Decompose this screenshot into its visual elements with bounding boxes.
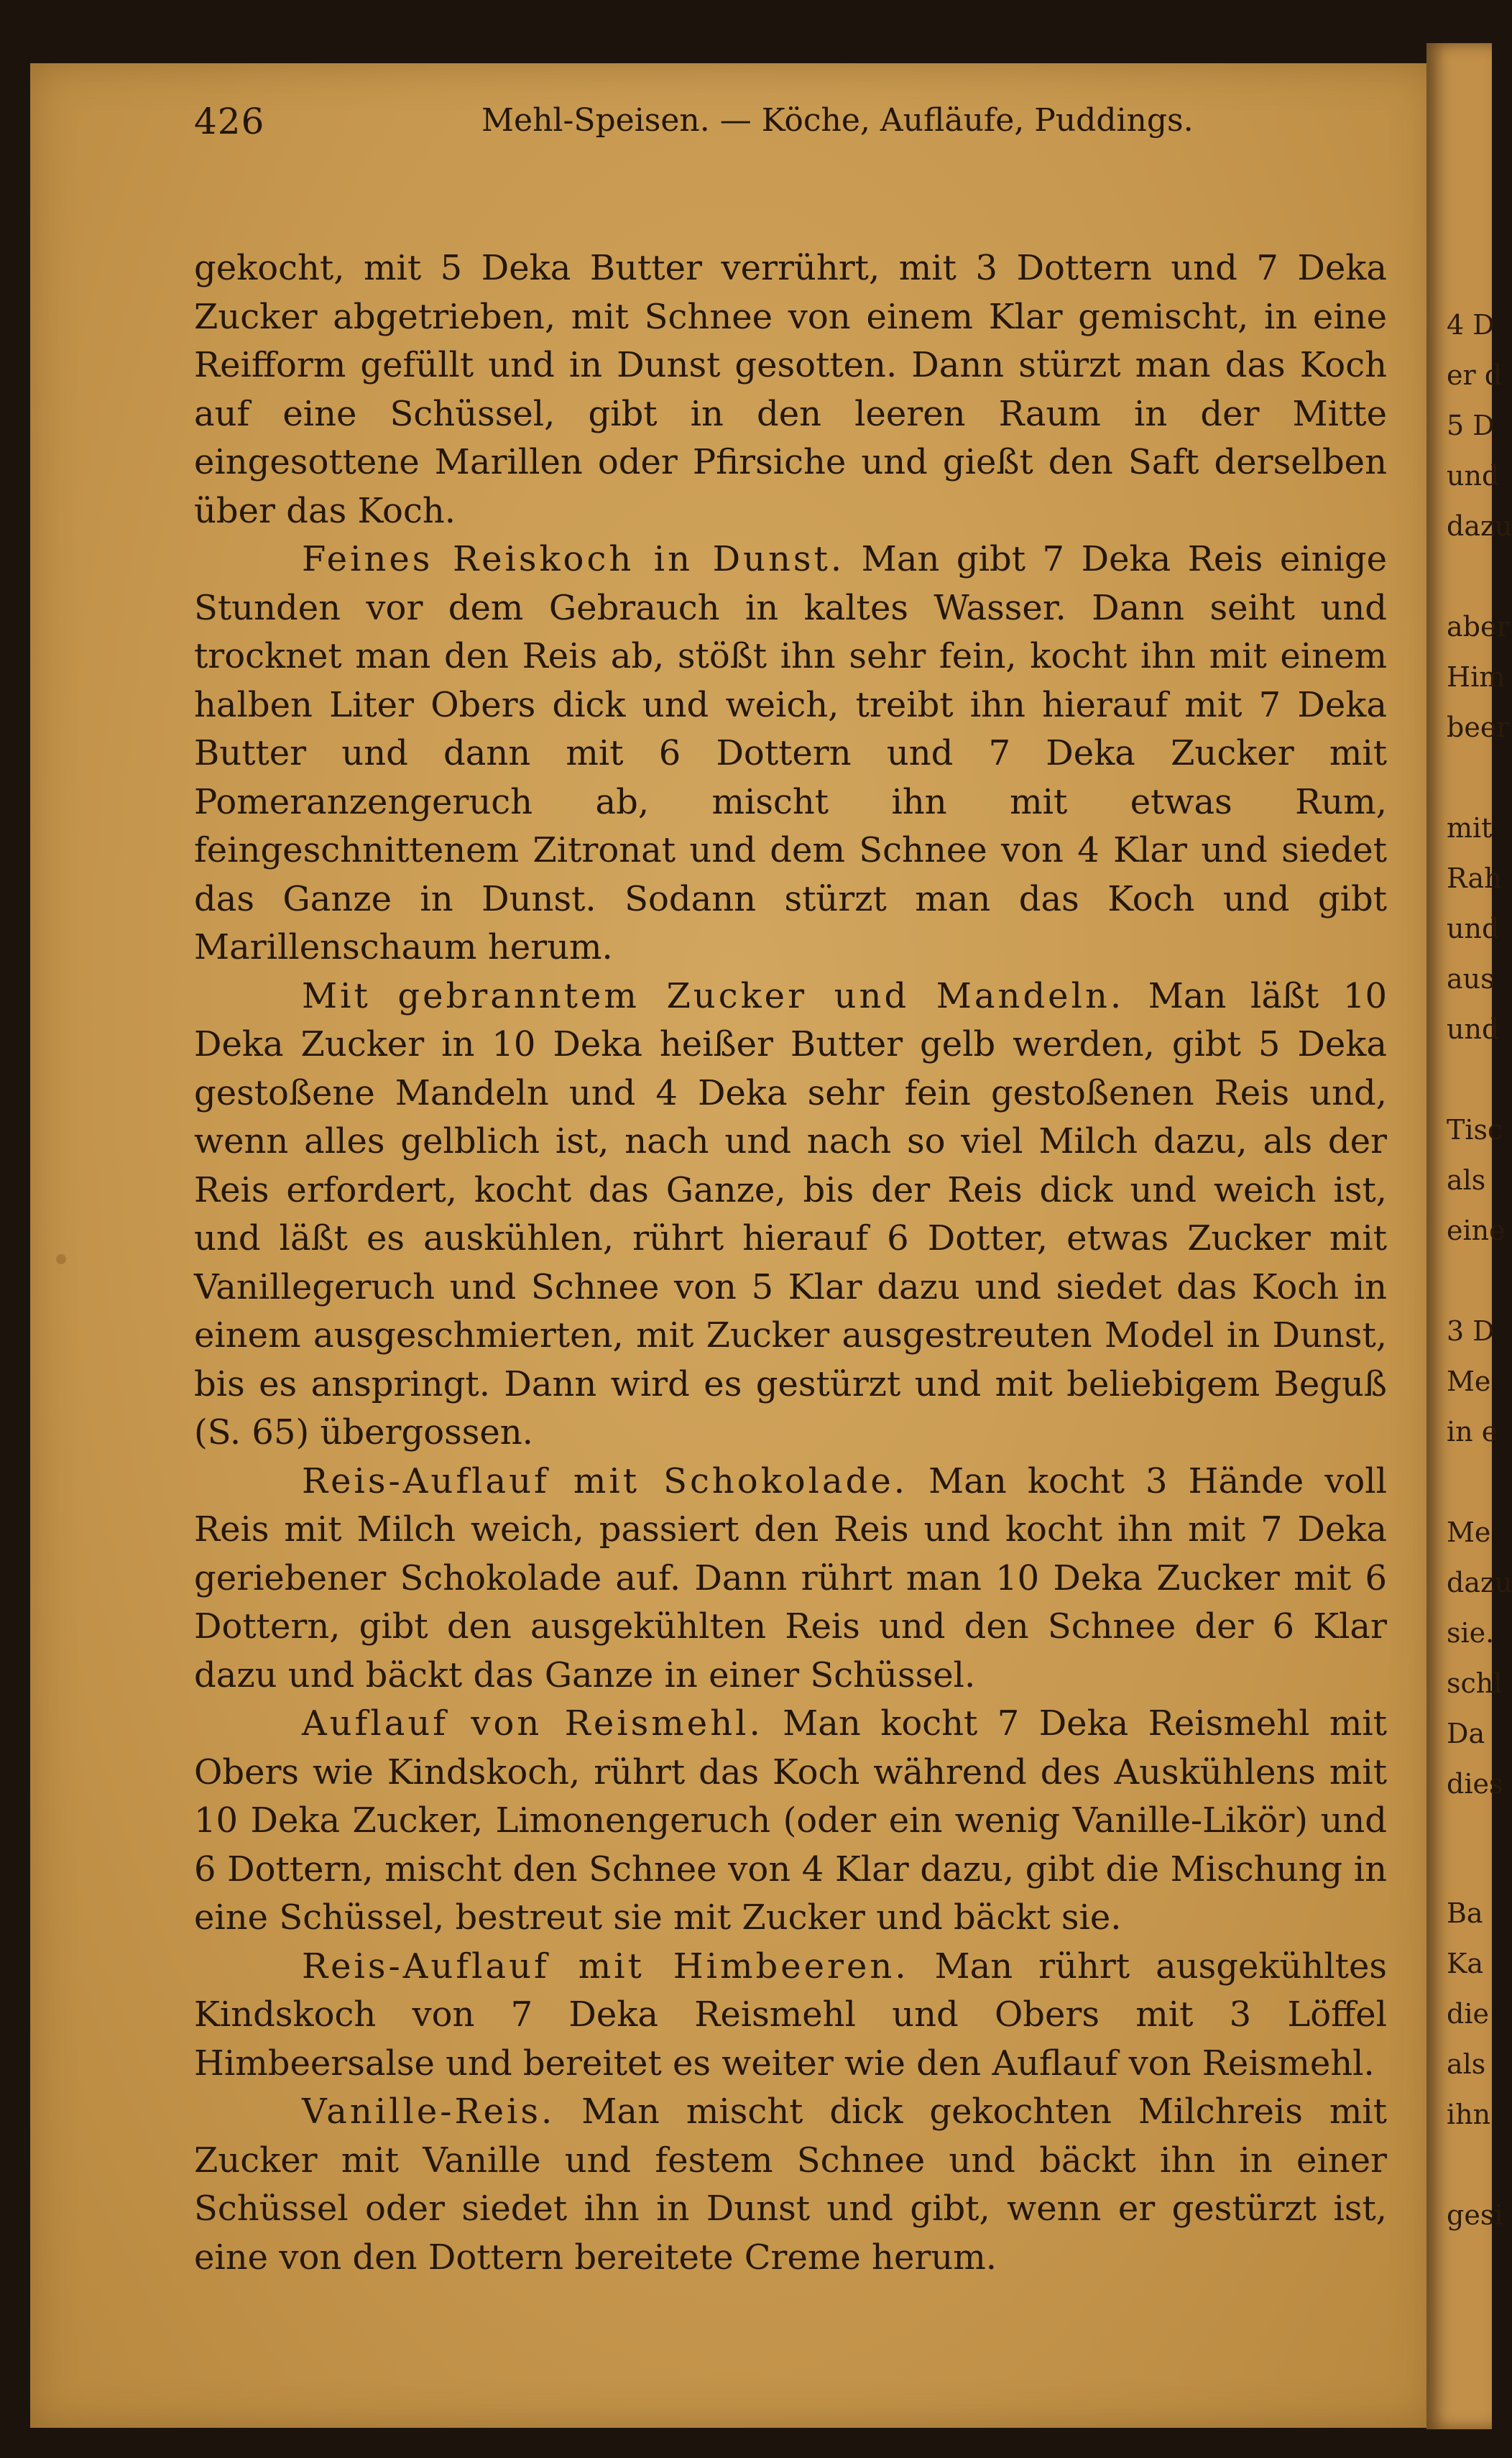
paragraph-text: Man kocht 7 Deka Reismehl mit Obers wie Kindskoch, rührt das Koch während des Auskühlens mit 10 Deka Zucker, Limonengeruch (oder ein wenig Vanille-Likör) und 6 Dottern, mischt den Schnee von 4 Klar dazu, gibt die Mischung in eine Schüssel, bestreut sie mit Zucker und bäckt sie. bbox=[194, 1703, 1387, 1938]
body-text bbox=[194, 244, 1387, 2282]
paragraph-text: Man mischt dick gekochten Milchreis mit Zucker mit Vanille und festem Schnee und bäckt ihn in einer Schüssel oder siedet ihn in Dunst und gibt, wenn er gestürzt ist, eine von den Dottern bereitete Creme herum. bbox=[194, 2091, 1388, 2278]
paragraph-text: Man rührt ausgekühltes Kindskoch von 7 Deka Reismehl und Obers mit 3 Löffel Himbeersalse und bereitet es weiter wie den Auflauf von Reismehl. bbox=[194, 1946, 1387, 2084]
adjacent-fragment: Him bbox=[1447, 661, 1506, 693]
adjacent-fragment: und bbox=[1447, 913, 1500, 944]
page-number: 426 bbox=[194, 101, 265, 142]
paragraph-text: Man kocht 3 Hände voll Reis mit Milch weich, passiert den Reis und kocht ihn mit 7 Deka geriebener Schokolade auf. Dann rührt man 10 Deka Zucker mit 6 Dottern, gibt den ausgekühlten Reis und den Schnee der 6 Klar dazu und bäckt das Ganze in einer Schüssel. bbox=[194, 1460, 1388, 1695]
recipe-paragraph bbox=[194, 1458, 1387, 1700]
adjacent-fragment: und bbox=[1447, 1013, 1500, 1045]
adjacent-fragment: Da bbox=[1447, 1718, 1485, 1749]
recipe-paragraph bbox=[194, 1943, 1387, 2089]
recipe-paragraph bbox=[194, 972, 1387, 1458]
adjacent-fragment: Tisc bbox=[1447, 1114, 1503, 1146]
recipe-title: Reis-Auflauf mit Schokolade. bbox=[302, 1460, 908, 1501]
recipe-title: Mit gebranntem Zucker und Mandeln. bbox=[302, 975, 1125, 1016]
adjacent-fragment: 5 D bbox=[1447, 410, 1495, 441]
adjacent-fragment: dies bbox=[1447, 1768, 1503, 1800]
running-title: Mehl-Speisen. — Köche, Aufläufe, Puddings. bbox=[481, 102, 1194, 139]
running-head bbox=[0, 101, 1492, 151]
paragraph-text: gekocht, mit 5 Deka Butter verrührt, mit 3 Dottern und 7 Deka Zucker abgetrieben, mit Schnee von einem Klar gemischt, in eine Reifform gefüllt und in Dunst gesotten. Dann stürzt man das Koch auf eine Schüssel, gibt in den leeren Raum in der Mitte eingesottene Marillen oder Pfirsiche und gießt den Saft derselben über das Koch. bbox=[194, 248, 1387, 531]
recipe-paragraph bbox=[194, 1700, 1387, 1943]
paragraph-text: Man gibt 7 Deka Reis einige Stunden vor dem Gebrauch in kaltes Wasser. Dann seiht und trocknet man den Reis ab, stößt ihn sehr fein, kocht ihn mit einem halben Liter Obers dick und weich, treibt ihn hierauf mit 7 Deka Butter und dann mit 6 Dottern und 7 Deka Zucker mit Pomeranzengeruch ab, mischt ihn mit etwas Rum, feingeschnittenem Zitronat und dem Schnee von 4 Klar und siedet das Ganze in Dunst. Sodann stürzt man das Koch und gibt Marillenschaum herum. bbox=[194, 539, 1388, 967]
adjacent-fragment: ihn bbox=[1447, 2099, 1491, 2130]
adjacent-fragment: dazu bbox=[1447, 1567, 1512, 1598]
adjacent-page-edge bbox=[1426, 43, 1512, 2429]
adjacent-fragment: er d bbox=[1447, 359, 1503, 391]
adjacent-fragment: Me bbox=[1447, 1366, 1491, 1397]
adjacent-fragment: aber bbox=[1447, 611, 1510, 643]
adjacent-fragment: beer bbox=[1447, 712, 1510, 743]
recipe-paragraph bbox=[194, 535, 1387, 972]
recipe-title: Auflauf von Reismehl. bbox=[302, 1703, 763, 1744]
adjacent-fragment: Ba bbox=[1447, 1897, 1483, 1929]
adjacent-fragment: aus bbox=[1447, 963, 1495, 995]
adjacent-fragment: sie. bbox=[1447, 1617, 1495, 1649]
adjacent-fragment: 3 D bbox=[1447, 1315, 1495, 1347]
recipe-paragraph bbox=[194, 2088, 1387, 2282]
recipe-title: Vanille-Reis. bbox=[302, 2091, 556, 2132]
paragraph-text: Man läßt 10 Deka Zucker in 10 Deka heißer Butter gelb werden, gibt 5 Deka gestoßene Mandeln und 4 Deka sehr fein gestoßenen Reis und, wenn alles gelblich ist, nach und nach so viel Milch dazu, als der Reis erfordert, kocht das Ganze, bis der Reis dick und weich ist, und läßt es auskühlen, rührt hierauf 6 Dotter, etwas Zucker mit Vanillegeruch und Schnee von 5 Klar dazu und siedet das Koch in einem ausgeschmierten, mit Zucker ausgestreuten Model in Dunst, bis es anspringt. Dann wird es gestürzt und mit beliebigem Beguß (S. 65) übergossen. bbox=[194, 975, 1388, 1453]
adjacent-fragment: als bbox=[1447, 2048, 1486, 2080]
adjacent-fragment: Ka bbox=[1447, 1948, 1484, 1979]
recipe-title: Reis-Auflauf mit Himbeeren. bbox=[302, 1946, 909, 1987]
adjacent-fragment: dazu bbox=[1447, 510, 1512, 542]
adjacent-fragment: 4 D bbox=[1447, 309, 1495, 341]
adjacent-fragment: und bbox=[1447, 460, 1500, 492]
adjacent-fragment: eine bbox=[1447, 1215, 1506, 1246]
adjacent-fragment: gesi bbox=[1447, 2199, 1503, 2231]
adjacent-fragment: Me bbox=[1447, 1516, 1491, 1548]
paper-stain bbox=[56, 1254, 66, 1264]
adjacent-fragment: als bbox=[1447, 1164, 1486, 1196]
paragraph-continuation bbox=[194, 244, 1387, 535]
recipe-title: Feines Reiskoch in Dunst. bbox=[302, 539, 845, 579]
adjacent-fragment: schl bbox=[1447, 1667, 1503, 1699]
adjacent-fragment: die bbox=[1447, 1998, 1489, 2030]
adjacent-fragment: in e bbox=[1447, 1416, 1498, 1447]
adjacent-fragment: Rah bbox=[1447, 862, 1502, 894]
adjacent-fragment: mit bbox=[1447, 812, 1493, 844]
